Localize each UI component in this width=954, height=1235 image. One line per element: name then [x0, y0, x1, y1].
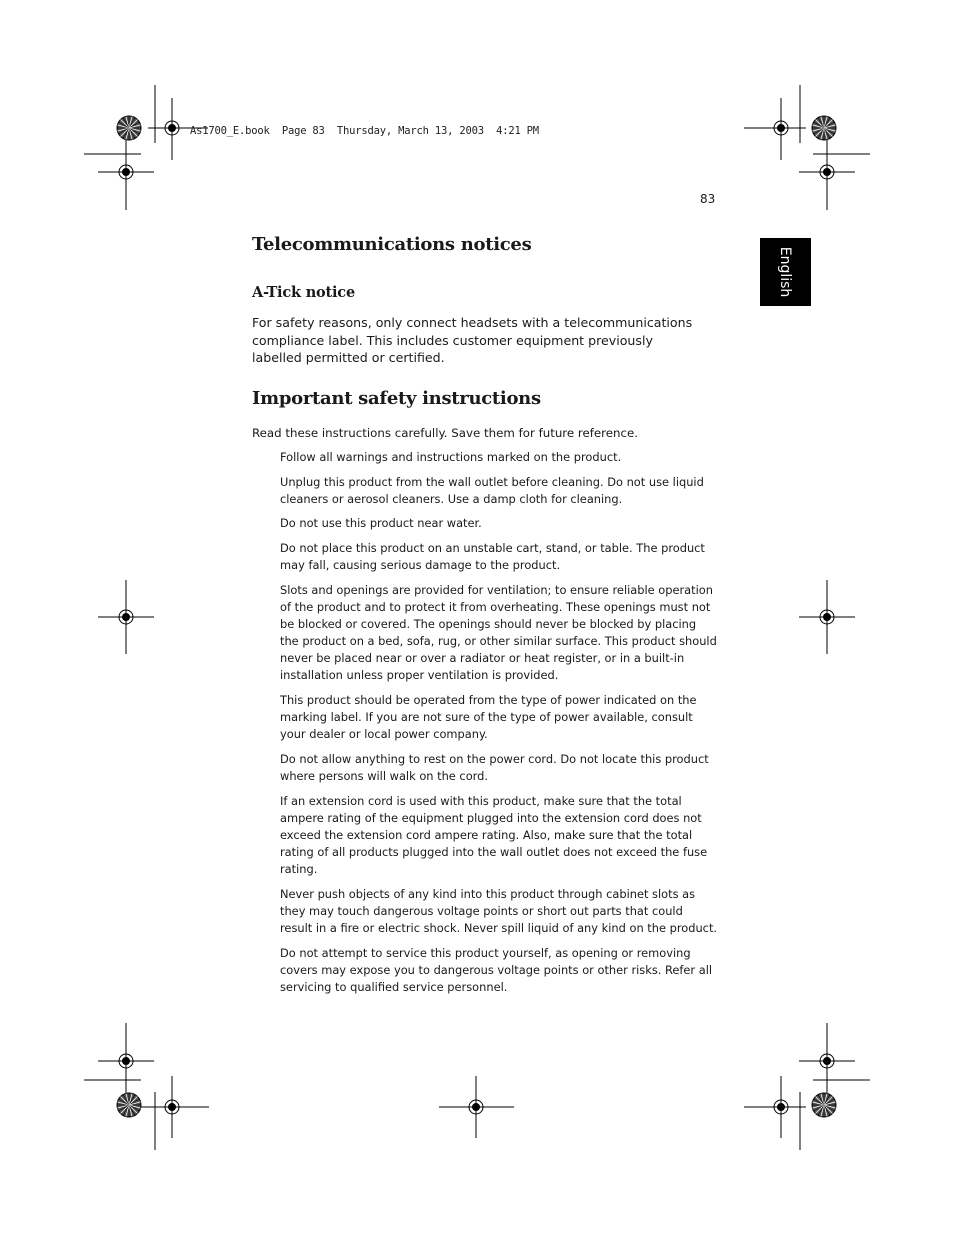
list-item: Do not place this product on an unstable cart, stand, or table. The product may fall, causing serious damage to the product. — [280, 541, 705, 573]
safety-instructions-list — [280, 449, 718, 1004]
list-item: Slots and openings are provided for ventilation; to ensure reliable operation of the product and to protect it from overheating. These openings must not be blocked or covered. The openings should never be blocked by placing the product on a bed, sofa, rug, or other similar surface. This product should never be placed near or over a radiator or heat register, or in a built-in installation unless proper ventilation is provided. — [280, 582, 717, 683]
telecom-notices-heading: Telecommunications notices — [252, 234, 532, 255]
safety-instructions-heading: Important safety instructions — [252, 388, 541, 409]
a-tick-heading: A-Tick notice — [252, 284, 355, 301]
color-bar-starburst-icon — [117, 116, 141, 140]
safety-lead-text: Read these instructions carefully. Save them for future reference. — [252, 426, 638, 440]
list-item: Follow all warnings and instructions marked on the product. — [280, 450, 622, 464]
list-item: Never push objects of any kind into this product through cabinet slots as they may touch dangerous voltage points or short out parts that could result in a fire or electric shock. Never spill liquid of any kind on the product. — [280, 886, 718, 935]
list-item: If an extension cord is used with this product, make sure that the total ampere rating of the equipment plugged into the extension cord does not exceed the extension cord ampere rating. Also, make sure that the total rating of all products plugged into the wall outlet does not exceed the fuse rating. — [280, 793, 708, 877]
list-item: Do not allow anything to rest on the power cord. Do not locate this product where persons will walk on the cord. — [280, 751, 709, 784]
language-tab — [760, 238, 811, 306]
list-item: This product should be operated from the type of power indicated on the marking label. If you are not sure of the type of power available, consult your dealer or local power company. — [280, 693, 697, 742]
color-bar-starburst-icon — [117, 1093, 141, 1117]
list-item: Do not use this product near water. — [280, 516, 482, 531]
color-bar-starburst-icon — [812, 1093, 836, 1117]
list-item: Unplug this product from the wall outlet before cleaning. Do not use liquid cleaners or aerosol cleaners. Use a damp cloth for cleaning. — [280, 474, 704, 506]
language-tab-label: English — [777, 246, 793, 298]
list-item: Do not attempt to service this product yourself, as opening or removing covers may expose you to dangerous voltage points or other risks. Refer all servicing to qualified service personnel. — [280, 945, 713, 994]
a-tick-body: For safety reasons, only connect headsets with a telecommunications compliance label. This includes customer equipment previously labelled permitted or certified. — [252, 315, 693, 365]
color-bar-starburst-icon — [812, 116, 836, 140]
page-number: 83 — [700, 192, 716, 206]
print-info-line: As1700_E.book Page 83 Thursday, March 13, 2003 4:21 PM — [190, 125, 539, 137]
